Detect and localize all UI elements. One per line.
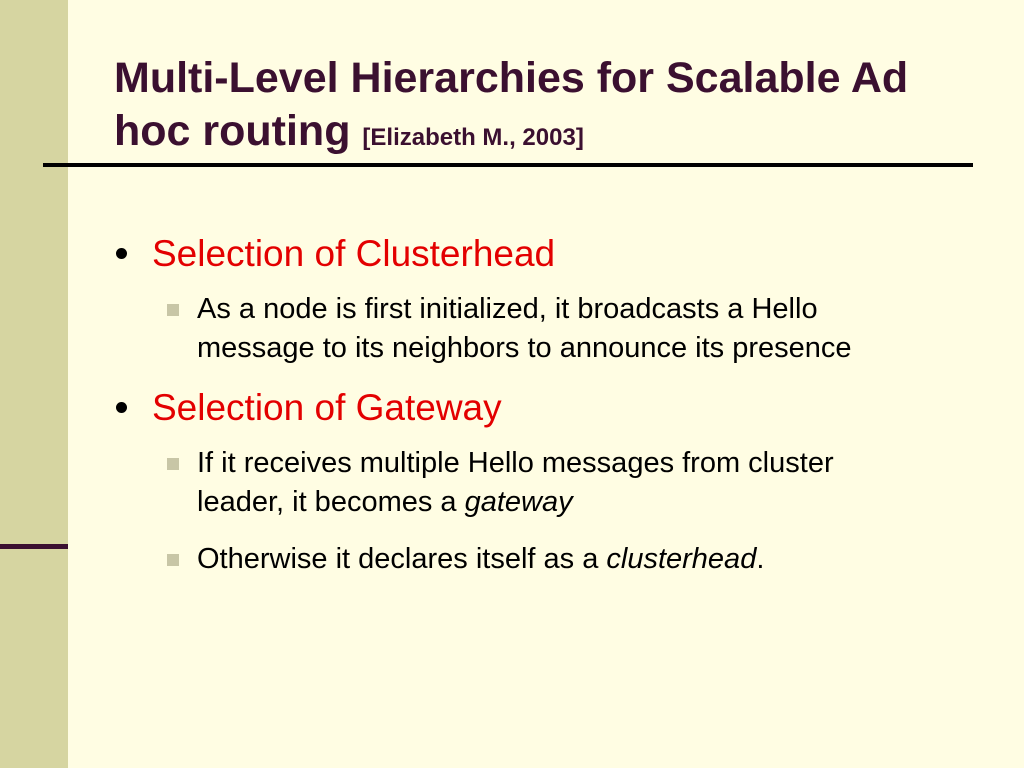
square-bullet-icon (167, 304, 179, 316)
round-bullet-icon (116, 402, 127, 413)
slide-title (114, 52, 994, 164)
left-accent-rule (0, 544, 68, 549)
sub-bullet-text: Otherwise it declares itself as a (197, 543, 607, 575)
emphasis-gateway: gateway (464, 486, 573, 518)
sub-bullet-hello-broadcast (197, 290, 927, 368)
title-main: Multi-Level Hierarchies for Scalable Ad hoc routing (114, 54, 909, 155)
square-bullet-icon (167, 458, 179, 470)
sub-bullet-text-end: . (756, 543, 765, 575)
sub-bullet-text: As a node is first initialized, it broadcasts a Hello message to its neighbors to announce its presence (197, 293, 852, 364)
bullet-selection-of-clusterhead (110, 232, 990, 276)
square-bullet-icon (167, 554, 179, 566)
emphasis-clusterhead: clusterhead (606, 543, 757, 575)
sub-bullet-gateway-rule (197, 444, 927, 522)
bullet-selection-of-gateway (110, 386, 990, 430)
title-underline-rule (43, 163, 973, 167)
round-bullet-icon (116, 248, 127, 259)
sub-bullet-clusterhead-rule (197, 540, 927, 579)
bullet-text: Selection of Gateway (152, 387, 502, 428)
title-citation: [Elizabeth M., 2003] (362, 124, 584, 151)
sub-bullet-text: If it receives multiple Hello messages from cluster leader, it becomes a (197, 447, 834, 518)
slide-body (110, 232, 990, 579)
bullet-text: Selection of Clusterhead (152, 233, 556, 274)
left-sidebar-bar (0, 0, 68, 768)
